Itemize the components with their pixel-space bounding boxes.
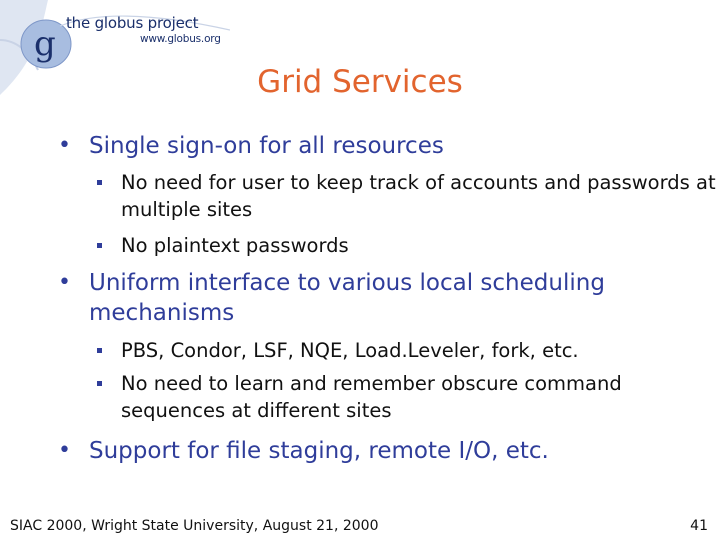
bullet-dot-icon: • (58, 133, 71, 158)
square-bullet-icon (97, 243, 102, 248)
square-bullet-icon (97, 180, 102, 185)
logo-mark: g (34, 24, 56, 64)
bullet-2-text: Uniform interface to various local scheduling mechanisms (89, 270, 605, 326)
square-bullet-icon (97, 381, 102, 386)
page-number: 41 (690, 518, 708, 534)
footer-text: SIAC 2000, Wright State University, August 21, 2000 (10, 518, 379, 534)
logo-url: www.globus.org (140, 33, 221, 45)
bullet-3-text: Support for file staging, remote I/O, etc. (89, 438, 549, 464)
sub-bullet-1-2-text: No plaintext passwords (121, 234, 349, 257)
slide-title: Grid Services (257, 64, 463, 100)
bullet-1-text: Single sign-on for all resources (89, 133, 444, 159)
sub-bullet-2-2-text: No need to learn and remember obscure command sequences at different sites (121, 372, 622, 422)
sub-bullet-2-1-text: PBS, Condor, LSF, NQE, Load.Leveler, fork, etc. (121, 339, 579, 362)
bullet-dot-icon: • (58, 270, 71, 295)
square-bullet-icon (97, 348, 102, 353)
bullet-dot-icon: • (58, 438, 71, 463)
sub-bullet-1-1-text: No need for user to keep track of accounts and passwords at multiple sites (121, 171, 716, 221)
logo-name: the globus project (66, 14, 199, 32)
